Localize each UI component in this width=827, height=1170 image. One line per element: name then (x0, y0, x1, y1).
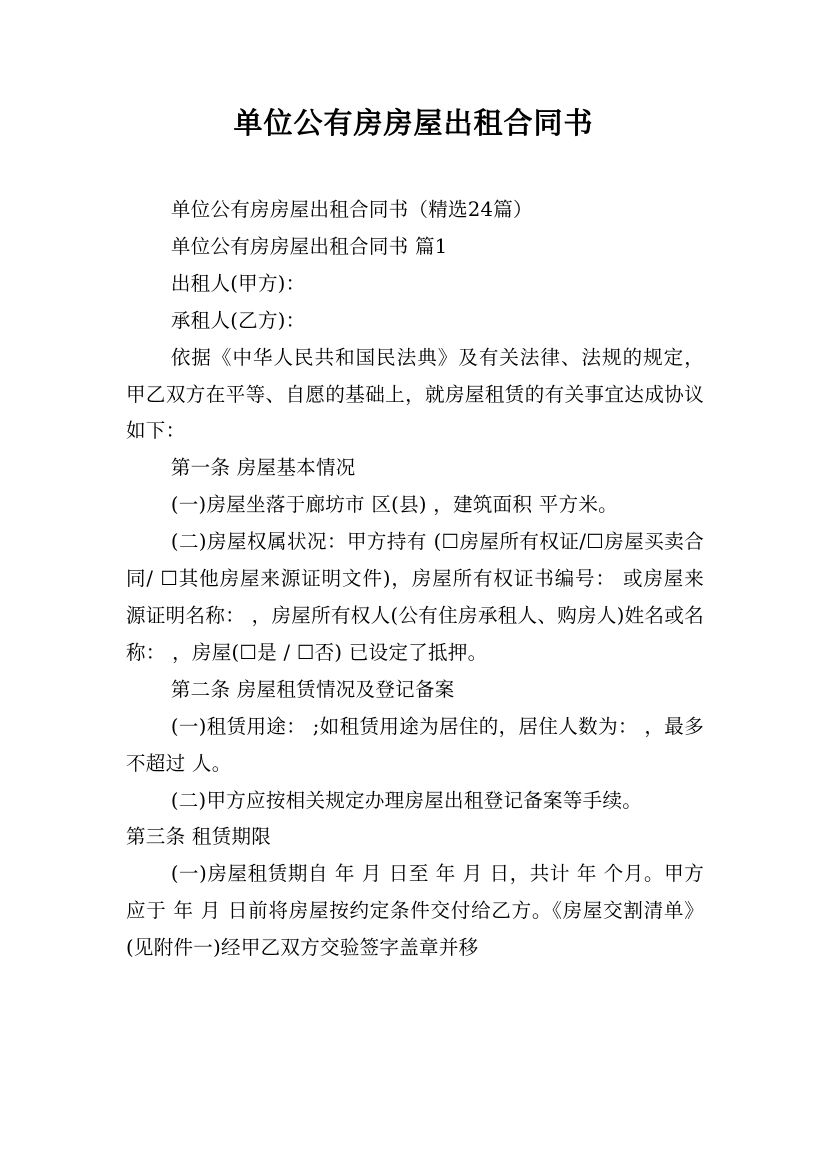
document-title: 单位公有房房屋出租合同书 (233, 106, 594, 140)
paragraph-clause-2-heading: 第二条 房屋租赁情况及登记备案 (170, 677, 455, 701)
paragraph-collection-title: 单位公有房房屋出租合同书（精选24篇） (170, 198, 533, 221)
paragraph-clause-1-item-2: (二)房屋权属状况：甲方持有 (☐房屋所有权证/☐房屋买卖合同/ ☐其他房屋来源证明文件)，房屋所有权证书编号： 或房屋来源证明名称： ，房屋所有权人(公有住房承租人、购房人)姓名或名称： ，房屋(☐是 / ☐否) 已设定了抵押。 (126, 530, 704, 664)
paragraph-lessee: 承租人(乙方)： (170, 308, 306, 332)
paragraph-clause-3-heading: 第三条 租赁期限 (126, 825, 272, 849)
paragraph-clause-3-item-1: (一)房屋租赁期自 年 月 日至 年 月 日，共计 年 个月。甲方应于 年 月 日前将房屋按约定条件交付给乙方。《房屋交割清单》(见附件一)经甲乙双方交验签字盖章并移 (126, 862, 704, 960)
document-body (126, 192, 704, 967)
paragraph-clause-2-item-1: (一)租赁用途： ;如租赁用途为居住的，居住人数为： ，最多不超过 人。 (126, 714, 704, 775)
paragraph-clause-1-item-1: (一)房屋坐落于廊坊市 区(县) ，建筑面积 平方米。 (170, 493, 618, 517)
paragraph-preamble: 依据《中华人民共和国民法典》及有关法律、法规的规定，甲乙双方在平等、自愿的基础上，就房屋租赁的有关事宜达成协议如下： (126, 345, 704, 443)
paragraph-article-heading: 单位公有房房屋出租合同书 篇1 (170, 234, 448, 258)
paragraph-clause-1-heading: 第一条 房屋基本情况 (170, 456, 356, 480)
paragraph-clause-2-item-2: (二)甲方应按相关规定办理房屋出租登记备案等手续。 (170, 788, 643, 812)
paragraph-lessor: 出租人(甲方)： (170, 271, 306, 295)
